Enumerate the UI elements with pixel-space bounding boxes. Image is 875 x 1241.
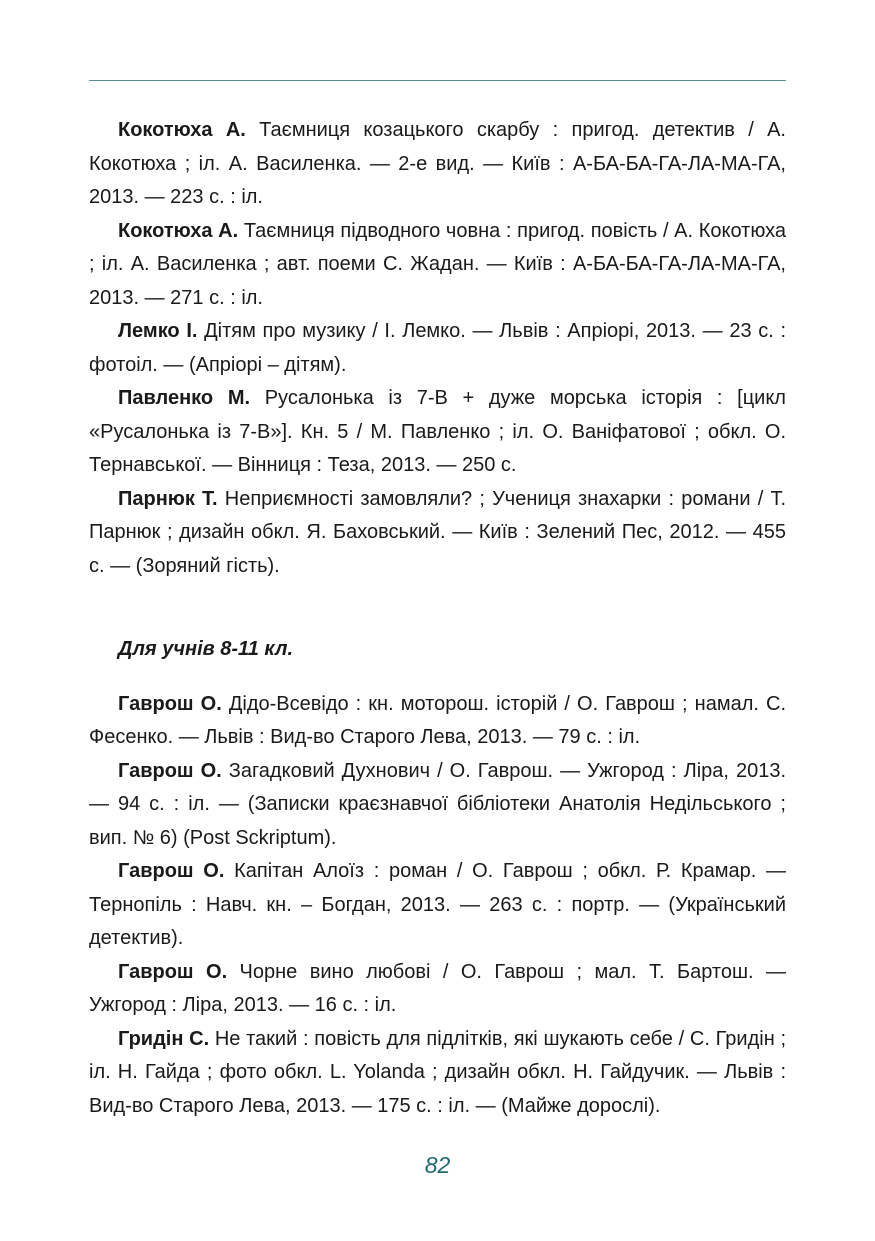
entry-author: Гаврош О.: [118, 960, 228, 983]
entry-text: Чорне вино любові / О. Гаврош ; мал. Т. Бартош. — Ужгород : Ліра, 2013. — 16 с. : іл.: [89, 960, 787, 1016]
entry-text: Неприємності замовляли? ; Учениця знахарки : романи / Т. Парнюк ; дизайн обкл. Я. Баховський. — Київ : Зелений Пес, 2012. — 455 с. — (Зоряний гість).: [89, 487, 786, 577]
bib-entry: [89, 483, 786, 584]
bib-entry: [89, 315, 786, 382]
entry-text: Капітан Алоїз : роман / О. Гаврош ; обкл. Р. Крамар. — Тернопіль : Навч. кн. – Богдан, 2013. — 263 с. : портр. — (Український детектив).: [89, 860, 787, 949]
entry-author: Лемко І.: [118, 320, 198, 342]
bibliography-column: [89, 114, 786, 1123]
entry-text: Таємниця підводного човна : пригод. повість / А. Кокотюха ; іл. А. Василенка ; авт. поеми С. Жадан. — Київ : А-БА-БА-ГА-ЛА-МА-ГА, 2013. — 271 с. : іл.: [89, 219, 786, 309]
entries-top: [89, 114, 786, 583]
entry-author: Кокотюха А.: [118, 219, 239, 242]
bib-entry: [89, 215, 786, 316]
header-rule: [89, 80, 786, 81]
bib-entry: [89, 755, 786, 856]
bib-entry: [89, 1023, 786, 1124]
bib-entry: [89, 688, 786, 755]
bib-entry: [89, 114, 786, 215]
entry-author: Гаврош О.: [118, 860, 225, 882]
bib-entry: [89, 382, 786, 483]
bib-entry: [89, 855, 786, 956]
entry-author: Парнюк Т.: [118, 487, 218, 510]
entry-text: Не такий : повість для підлітків, які шукають себе / С. Гридін ; іл. Н. Гайда ; фото обкл. L. Yolanda ; дизайн обкл. Н. Гайдучик. — Львів : Вид-во Старого Лева, 2013. — 175 с. : іл. — (Майже дорослі).: [89, 1027, 787, 1117]
entries-bottom: [89, 688, 786, 1124]
entry-author: Павленко М.: [118, 387, 251, 409]
section-heading: Для учнів 8-11 кл.: [118, 638, 294, 660]
entry-text: Таємниця козацького скарбу : пригод. детектив / А. Кокотюха ; іл. А. Василенка. — 2-е вид. — Київ : А-БА-БА-ГА-ЛА-МА-ГА, 2013. — 223 с. : іл.: [89, 119, 786, 208]
entry-author: Кокотюха А.: [118, 119, 246, 141]
entry-author: Гаврош О.: [118, 692, 222, 715]
entry-text: Русалонька із 7-В + дуже морська історія : [цикл «Русалонька із 7-В»]. Кн. 5 / М. Павленко ; іл. О. Ваніфатової ; обкл. О. Тернавської. — Вінниця : Теза, 2013. — 250 с.: [89, 387, 786, 476]
entry-author: Гаврош О.: [118, 759, 222, 782]
entry-text: Дітям про музику / І. Лемко. — Львів : Апріорі, 2013. — 23 с. : фотоіл. — (Апріорі – дітям).: [89, 320, 787, 376]
page-number: 82: [424, 1152, 451, 1178]
entry-author: Гридін С.: [118, 1027, 210, 1050]
entry-text: Дідо-Всевідо : кн. моторош. історій / О. Гаврош ; намал. С. Фесенко. — Львів : Вид-во Старого Лева, 2013. — 79 с. : іл.: [89, 692, 786, 748]
bib-entry: [89, 956, 786, 1023]
entry-text: Загадковий Духнович / О. Гаврош. — Ужгород : Ліра, 2013. — 94 с. : іл. — (Записки краєзнавчої бібліотеки Анатолія Недільського ; вип. № 6) (Post Sckriptum).: [89, 759, 787, 849]
